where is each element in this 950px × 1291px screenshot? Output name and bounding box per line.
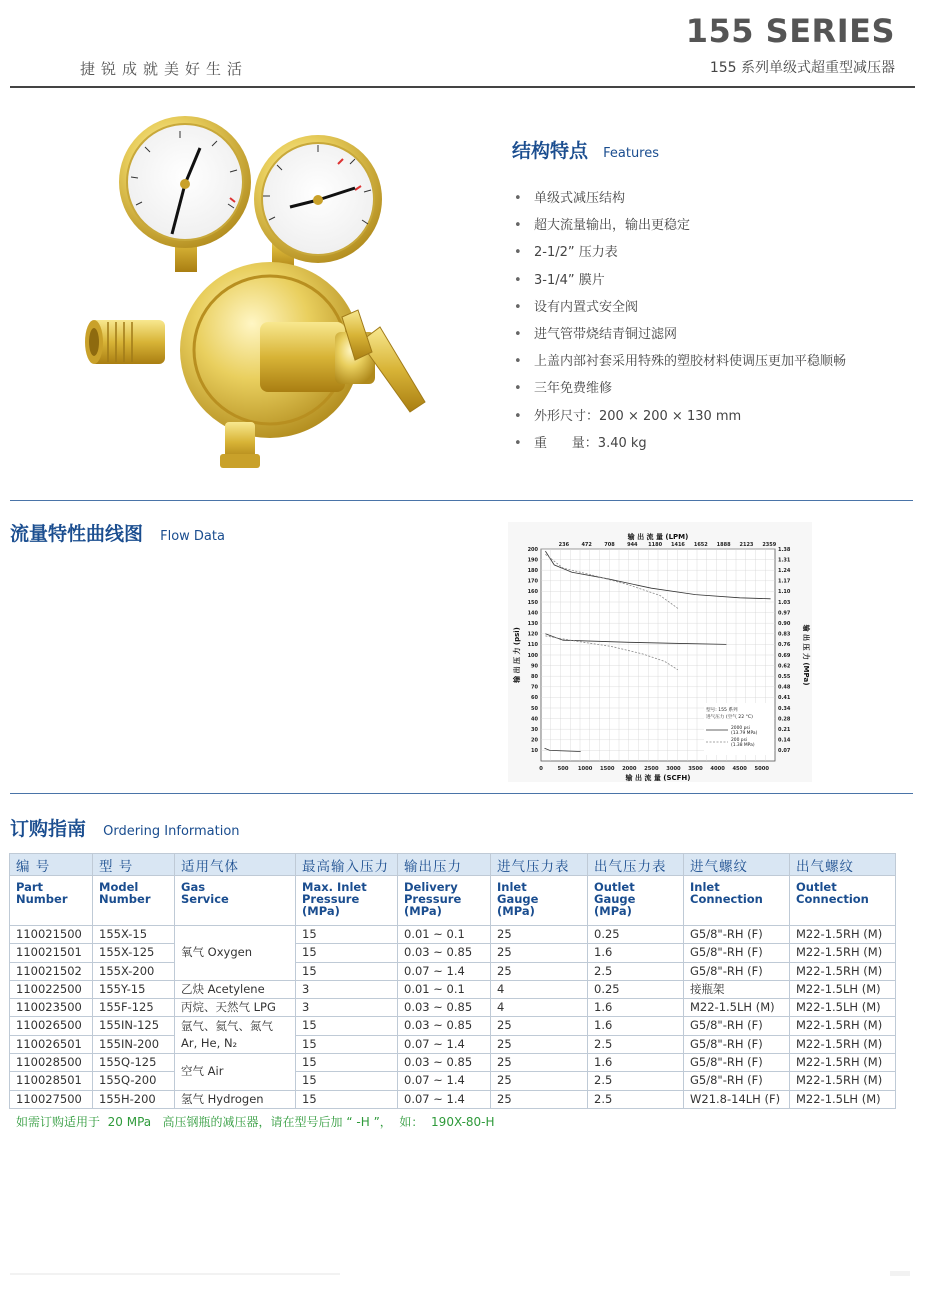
outlet-gauge-cell: 1.6	[588, 999, 684, 1017]
table-header-cn	[10, 854, 896, 876]
part-number-cell: 110026501	[10, 1035, 93, 1053]
outlet-connection-cell: M22-1.5RH (M)	[790, 1072, 896, 1090]
y2-tick-label: 1.31	[778, 557, 791, 564]
table-row	[10, 999, 896, 1017]
table-row	[10, 944, 896, 962]
inlet-connection-cell: G5/8"-RH (F)	[684, 1054, 790, 1072]
y2-tick-label: 0.83	[778, 631, 791, 638]
header-cell-cn: 进气螺纹	[684, 854, 790, 876]
part-number-cell: 110026500	[10, 1017, 93, 1035]
flow-chart	[508, 522, 812, 782]
outlet-gauge-cell: 1.6	[588, 1017, 684, 1035]
x-tick-label: 2000	[622, 766, 637, 772]
inlet-gauge-cell: 25	[491, 926, 588, 944]
header-cell-cn: 输出压力	[398, 854, 491, 876]
outlet-gauge-cell: 0.25	[588, 980, 684, 998]
outlet-connection-cell: M22-1.5RH (M)	[790, 1017, 896, 1035]
y-tick-label: 180	[527, 568, 538, 574]
y-tick-label: 130	[527, 621, 538, 627]
delivery-pressure-cell: 0.07 ~ 1.4	[398, 1072, 491, 1090]
header-cell-cn: 出气压力表	[588, 854, 684, 876]
top-tick-label: 1652	[693, 542, 708, 548]
x-tick-label: 500	[557, 766, 569, 772]
x-tick-label: 0	[539, 766, 543, 772]
bullet-icon: •	[514, 191, 522, 206]
model-number-cell: 155Y-15	[93, 980, 175, 998]
outlet-connection-cell: M22-1.5RH (M)	[790, 1035, 896, 1053]
header-cell-en: Inlet Connection	[684, 876, 790, 926]
table-row	[10, 1017, 896, 1035]
y2-axis-title: 输 出 压 力 (MPa)	[802, 624, 810, 686]
ordering-title-en: Ordering Information	[103, 824, 240, 839]
bullet-icon: •	[514, 299, 522, 315]
model-number-cell: 155X-125	[93, 944, 175, 962]
feature-item: • 外形尺寸：200 × 200 × 130 mm	[514, 403, 846, 430]
bullet-icon: •	[514, 354, 522, 370]
y2-tick-label: 0.28	[778, 716, 791, 723]
top-tick-label: 2359	[762, 542, 777, 548]
x-axis-title: 输 出 流 量 (SCFH)	[625, 774, 691, 782]
table-header-en	[10, 876, 896, 926]
feature-item: • 2-1/2” 压力表	[514, 239, 846, 266]
feature-item: • 上盖内部衬套采用特殊的塑胶材料使调压更加平稳顺畅	[514, 348, 846, 375]
y-tick-label: 150	[527, 599, 538, 606]
x-tick-label: 3000	[666, 766, 681, 772]
flow-heading	[10, 519, 225, 546]
gas-service-cell: 氧气 Oxygen	[175, 926, 296, 981]
bullet-icon: •	[514, 408, 522, 424]
inlet-gauge-cell: 25	[491, 1035, 588, 1053]
ordering-note: 如需订购适用于 20 MPa 高压钢瓶的减压器，请在型号后加 “ -H ”， 如： 190X-80-H	[16, 1115, 495, 1129]
ordering-table	[9, 853, 896, 1109]
y2-tick-label: 0.76	[778, 642, 791, 649]
y2-tick-label: 1.17	[778, 578, 791, 585]
max-inlet-pressure-cell: 15	[296, 1072, 398, 1090]
max-inlet-pressure-cell: 15	[296, 1035, 398, 1053]
inlet-connection-cell: G5/8"-RH (F)	[684, 962, 790, 980]
model-number-cell: 155Q-125	[93, 1054, 175, 1072]
top-tick-label: 236	[558, 542, 570, 548]
model-number-cell: 155Q-200	[93, 1072, 175, 1090]
table-body	[10, 926, 896, 1109]
inlet-gauge-cell: 4	[491, 999, 588, 1017]
slogan: 捷锐成就美好生活	[80, 60, 249, 78]
top-tick-label: 2123	[739, 542, 754, 548]
x-tick-label: 5000	[754, 766, 769, 772]
header-cell-cn: 最高输入压力	[296, 854, 398, 876]
max-inlet-pressure-cell: 15	[296, 944, 398, 962]
delivery-pressure-cell: 0.01 ~ 0.1	[398, 926, 491, 944]
features-title-cn: 结构特点	[512, 140, 589, 162]
outlet-gauge-cell: 2.5	[588, 1090, 684, 1108]
feature-item: • 设有内置式安全阀	[514, 294, 846, 321]
y-tick-label: 70	[531, 684, 538, 691]
gas-service-cell: 丙烷、天然气 LPG	[175, 999, 296, 1017]
y2-tick-label: 1.03	[778, 599, 791, 606]
section-divider	[10, 793, 913, 794]
outlet-gauge-cell: 2.5	[588, 962, 684, 980]
header-cell-en: Outlet Connection	[790, 876, 896, 926]
model-number-cell: 155IN-200	[93, 1035, 175, 1053]
y2-tick-label: 0.97	[778, 610, 791, 617]
legend-model: 型号: 155 系列	[706, 708, 738, 713]
x-tick-label: 1000	[577, 766, 593, 772]
legend-inlet: 进气压力 (空气 22 °C)	[706, 715, 753, 720]
delivery-pressure-cell: 0.03 ~ 0.85	[398, 944, 491, 962]
inlet-connection-cell: G5/8"-RH (F)	[684, 1035, 790, 1053]
top-tick-label: 708	[604, 542, 615, 548]
max-inlet-pressure-cell: 15	[296, 926, 398, 944]
inlet-gauge-cell: 25	[491, 1054, 588, 1072]
outlet-connection-cell: M22-1.5RH (M)	[790, 1054, 896, 1072]
delivery-pressure-cell: 0.07 ~ 1.4	[398, 962, 491, 980]
header-cell-en: Part Number	[10, 876, 93, 926]
delivery-pressure-cell: 0.01 ~ 0.1	[398, 980, 491, 998]
table-row	[10, 1090, 896, 1108]
bullet-icon: •	[514, 435, 522, 451]
feature-item: • 单级式减压结构	[514, 185, 846, 212]
outlet-gauge-cell: 2.5	[588, 1035, 684, 1053]
flow-title-en: Flow Data	[160, 529, 225, 544]
outlet-connection-cell: M22-1.5LH (M)	[790, 1090, 896, 1108]
part-number-cell: 110022500	[10, 980, 93, 998]
y2-tick-label: 0.62	[778, 663, 791, 670]
y-tick-label: 90	[531, 663, 538, 670]
regulator-product-image	[80, 112, 440, 477]
delivery-pressure-cell: 0.07 ~ 1.4	[398, 1035, 491, 1053]
part-number-cell: 110021500	[10, 926, 93, 944]
y2-tick-label: 0.41	[778, 695, 791, 702]
inlet-connection-cell: G5/8"-RH (F)	[684, 926, 790, 944]
y-tick-label: 80	[531, 674, 538, 680]
y-tick-label: 140	[527, 610, 538, 617]
flow-title-cn: 流量特性曲线图	[10, 523, 144, 545]
outlet-connection-cell: M22-1.5LH (M)	[790, 980, 896, 998]
inlet-connection-cell: M22-1.5LH (M)	[684, 999, 790, 1017]
y-tick-label: 10	[531, 748, 538, 755]
y-axis-title: 输 出 压 力 (psi)	[513, 627, 521, 683]
outlet-connection-cell: M22-1.5RH (M)	[790, 962, 896, 980]
top-tick-label: 472	[581, 542, 592, 548]
y2-tick-label: 0.48	[778, 684, 791, 691]
x-tick-label: 1500	[599, 766, 615, 772]
y-tick-label: 40	[531, 716, 538, 723]
outlet-gauge-cell: 0.25	[588, 926, 684, 944]
inlet-gauge-cell: 4	[491, 980, 588, 998]
features-title-en: Features	[603, 146, 660, 161]
section-divider	[10, 500, 913, 501]
y-tick-label: 160	[527, 589, 538, 596]
top-tick-label: 1180	[648, 542, 663, 548]
bullet-icon: •	[514, 272, 522, 288]
feature-item: • 3-1/4” 膜片	[514, 267, 846, 294]
y-tick-label: 120	[527, 631, 538, 638]
delivery-pressure-cell: 0.03 ~ 0.85	[398, 1054, 491, 1072]
part-number-cell: 110028500	[10, 1054, 93, 1072]
header-cell-en: Gas Service	[175, 876, 296, 926]
outlet-gauge-cell: 1.6	[588, 1054, 684, 1072]
max-inlet-pressure-cell: 15	[296, 1090, 398, 1108]
header-cell-en: Max. Inlet Pressure (MPa)	[296, 876, 398, 926]
part-number-cell: 110027500	[10, 1090, 93, 1108]
table-row	[10, 962, 896, 980]
x-tick-label: 2500	[644, 766, 659, 772]
header-cell-en: Outlet Gauge (MPa)	[588, 876, 684, 926]
y2-tick-label: 0.34	[778, 705, 791, 712]
inlet-gauge-cell: 25	[491, 962, 588, 980]
y-tick-label: 60	[531, 695, 538, 702]
bullet-icon: •	[514, 245, 522, 261]
inlet-connection-cell: G5/8"-RH (F)	[684, 1072, 790, 1090]
max-inlet-pressure-cell: 15	[296, 962, 398, 980]
table-row	[10, 980, 896, 998]
outlet-connection-cell: M22-1.5RH (M)	[790, 926, 896, 944]
top-tick-label: 1416	[671, 542, 685, 548]
part-number-cell: 110023500	[10, 999, 93, 1017]
bullet-icon: •	[514, 326, 522, 342]
part-number-cell: 110021502	[10, 962, 93, 980]
inlet-connection-cell: G5/8"-RH (F)	[684, 1017, 790, 1035]
legend-label: 200 psi	[731, 738, 748, 743]
outlet-gauge-cell: 2.5	[588, 1072, 684, 1090]
legend-label: (13.79 MPa)	[731, 731, 758, 736]
inlet-gauge-cell: 25	[491, 1017, 588, 1035]
x-tick-label: 4500	[732, 766, 747, 772]
model-number-cell: 155X-15	[93, 926, 175, 944]
outlet-gauge-cell: 1.6	[588, 944, 684, 962]
table-row	[10, 1072, 896, 1090]
header-divider	[10, 86, 915, 88]
max-inlet-pressure-cell: 15	[296, 1054, 398, 1072]
inlet-connection-cell: 接瓶架	[684, 980, 790, 998]
header-cell-cn: 型 号	[93, 854, 175, 876]
y-tick-label: 200	[527, 546, 538, 553]
table-row	[10, 926, 896, 944]
header-cell-en: Inlet Gauge (MPa)	[491, 876, 588, 926]
feature-item: • 超大流量输出，输出更稳定	[514, 212, 846, 239]
table-row	[10, 1035, 896, 1053]
delivery-pressure-cell: 0.07 ~ 1.4	[398, 1090, 491, 1108]
ordering-heading	[10, 814, 240, 841]
y2-tick-label: 0.69	[778, 652, 791, 659]
y-tick-label: 190	[527, 557, 538, 564]
y2-tick-label: 0.07	[778, 748, 791, 755]
model-number-cell: 155F-125	[93, 999, 175, 1017]
gas-service-cell: 空气 Air	[175, 1054, 296, 1091]
header-cell-en: Model Number	[93, 876, 175, 926]
delivery-pressure-cell: 0.03 ~ 0.85	[398, 1017, 491, 1035]
top-tick-label: 944	[627, 542, 638, 548]
y2-tick-label: 1.38	[778, 546, 791, 553]
gas-service-cell: 氢气 Hydrogen	[175, 1090, 296, 1108]
series-subtitle: 155 系列单级式超重型减压器	[709, 60, 895, 76]
delivery-pressure-cell: 0.03 ~ 0.85	[398, 999, 491, 1017]
y-tick-label: 20	[531, 737, 538, 744]
max-inlet-pressure-cell: 3	[296, 999, 398, 1017]
y2-tick-label: 0.90	[778, 621, 791, 627]
y2-tick-label: 0.21	[778, 727, 791, 733]
model-number-cell: 155H-200	[93, 1090, 175, 1108]
part-number-cell: 110028501	[10, 1072, 93, 1090]
y2-tick-label: 1.10	[778, 589, 791, 596]
y-tick-label: 170	[527, 578, 538, 585]
feature-item: • 三年免费维修	[514, 375, 846, 402]
outlet-connection-cell: M22-1.5LH (M)	[790, 999, 896, 1017]
top-tick-label: 1888	[716, 542, 731, 548]
inlet-connection-cell: G5/8"-RH (F)	[684, 944, 790, 962]
max-inlet-pressure-cell: 3	[296, 980, 398, 998]
y2-tick-label: 0.55	[778, 674, 791, 680]
y-tick-label: 30	[531, 727, 538, 733]
header-cell-cn: 出气螺纹	[790, 854, 896, 876]
top-axis-title: 输 出 流 量 (LPM)	[627, 533, 689, 541]
model-number-cell: 155IN-125	[93, 1017, 175, 1035]
part-number-cell: 110021501	[10, 944, 93, 962]
legend-label: 2000 psi	[731, 726, 750, 731]
features-heading	[512, 136, 659, 163]
legend-label: (1.38 MPa)	[731, 743, 755, 748]
feature-item: • 进气管带烧结青铜过滤网	[514, 321, 846, 348]
y2-tick-label: 0.14	[778, 737, 791, 744]
table-row	[10, 1054, 896, 1072]
outlet-connection-cell: M22-1.5RH (M)	[790, 944, 896, 962]
bullet-icon: •	[514, 381, 522, 397]
bullet-icon: •	[514, 218, 522, 234]
y-tick-label: 110	[527, 642, 538, 649]
inlet-gauge-cell: 25	[491, 1090, 588, 1108]
y-tick-label: 100	[527, 652, 538, 659]
y2-tick-label: 1.24	[778, 568, 791, 574]
model-number-cell: 155X-200	[93, 962, 175, 980]
inlet-gauge-cell: 25	[491, 1072, 588, 1090]
header-cell-cn: 编 号	[10, 854, 93, 876]
gas-service-cell: 氩气、氦气、氮气 Ar, He, N₂	[175, 1017, 296, 1054]
y-tick-label: 50	[531, 705, 538, 712]
inlet-connection-cell: W21.8-14LH (F)	[684, 1090, 790, 1108]
x-tick-label: 3500	[688, 766, 703, 772]
features-list	[514, 185, 846, 457]
footer-decoration	[10, 1270, 913, 1278]
series-title: 155 SERIES	[685, 12, 895, 50]
inlet-gauge-cell: 25	[491, 944, 588, 962]
feature-item: • 重 量：3.40 kg	[514, 430, 846, 457]
header-cell-cn: 进气压力表	[491, 854, 588, 876]
header-cell-en: Delivery Pressure (MPa)	[398, 876, 491, 926]
ordering-title-cn: 订购指南	[10, 818, 87, 840]
max-inlet-pressure-cell: 15	[296, 1017, 398, 1035]
gas-service-cell: 乙炔 Acetylene	[175, 980, 296, 998]
x-tick-label: 4000	[710, 766, 725, 772]
header-cell-cn: 适用气体	[175, 854, 296, 876]
